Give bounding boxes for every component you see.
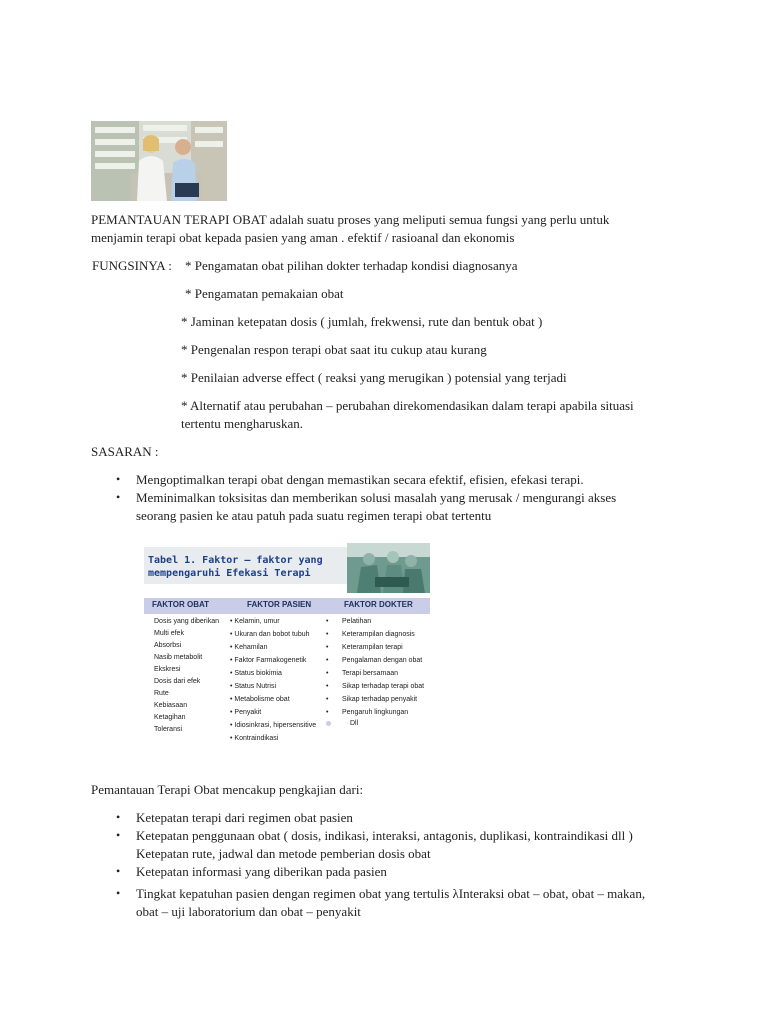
table-cell: • Idiosinkrasi, hipersensitive — [230, 722, 317, 729]
sasaran-item-cont: seorang pasien ke atau patuh pada suatu regimen terapi obat tertentu — [136, 508, 492, 523]
pharmacy-photo — [91, 121, 227, 201]
table-cell: Ekskresi — [154, 666, 181, 673]
table-cell: Ketagihan — [154, 714, 186, 721]
fungsi-item: * Pengenalan respon terapi obat saat itu cukup atau kurang — [181, 342, 487, 357]
fungsi-item: * Jaminan ketepatan dosis ( jumlah, frekwensi, rute dan bentuk obat ) — [181, 314, 543, 329]
bullet: • — [116, 828, 121, 842]
bullet: • — [116, 864, 121, 878]
table-bullet: • — [326, 644, 329, 651]
intro-line-1: PEMANTAUAN TERAPI OBAT adalah suatu proses yang meliputi semua fungsi yang perlu untuk — [91, 212, 610, 227]
fungsi-item: tertentu mengharuskan. — [181, 416, 304, 431]
table-cell: • Metabolisme obat — [230, 696, 290, 703]
table-cell: • Kelamin, umur — [230, 618, 280, 625]
table-header-cell: FAKTOR PASIEN — [247, 600, 312, 609]
table-title-line-1: Tabel 1. Faktor – faktor yang — [148, 555, 323, 566]
fungsi-item: * Penilaian adverse effect ( reaksi yang merugikan ) potensial yang terjadi — [181, 370, 567, 385]
cakupan-item-cont: obat – uji laboratorium dan obat – penyakit — [136, 904, 361, 919]
table-cell: Keterampilan diagnosis — [342, 631, 415, 638]
table-cell: Absorbsi — [154, 642, 182, 649]
table-header-row — [144, 598, 430, 614]
table-bullet: • — [326, 618, 329, 625]
table-cell: • Status biokimia — [230, 670, 282, 677]
table-cell: Nasib metabolit — [154, 654, 203, 661]
cakupan-item: Ketepatan penggunaan obat ( dosis, indikasi, interaksi, antagonis, duplikasi, kontraindikasi dll ) — [136, 828, 633, 843]
cakupan-item: Tingkat kepatuhan pasien dengan regimen obat yang tertulis λInteraksi obat – obat, obat – makan, — [136, 886, 646, 901]
bullet: • — [116, 886, 121, 900]
table-cell: • Faktor Farmakogenetik — [230, 657, 307, 664]
sasaran-heading: SASARAN : — [91, 444, 159, 459]
sasaran-item: Meminimalkan toksisitas dan memberikan solusi masalah yang merusak / mengurangi akses — [136, 490, 617, 505]
bullet: • — [116, 490, 121, 504]
table-cell: Toleransi — [154, 726, 183, 733]
table-cell: Multi efek — [154, 630, 184, 637]
table-bullet: • — [326, 696, 329, 703]
table-cell: Dosis yang diberikan — [154, 618, 219, 625]
table-cell: Sikap terhadap penyakit — [342, 696, 418, 703]
surgery-photo — [347, 543, 430, 593]
table-cell: • Kehamilan — [230, 644, 268, 651]
table-cell: Pelatihan — [342, 618, 372, 625]
table-header-cell: FAKTOR OBAT — [152, 600, 210, 609]
faktor-table — [144, 543, 430, 746]
fungsi-label: FUNGSINYA : — [92, 258, 172, 273]
table-title-box — [144, 547, 347, 584]
cakupan-item-cont: Ketepatan rute, jadwal dan metode pemberian dosis obat — [136, 846, 431, 861]
table-title-line-2: mempengaruhi Efekasi Terapi — [148, 568, 311, 579]
table-cell: • Status Nutrisi — [230, 683, 277, 690]
table-cell: • Penyakit — [230, 709, 262, 716]
fungsi-item: * Pengamatan obat pilihan dokter terhadap kondisi diagnosanya — [185, 258, 518, 273]
table-bullet-light — [326, 721, 331, 726]
table-cell: Dll — [350, 720, 359, 727]
table-bullet: • — [326, 683, 329, 690]
bullet: • — [116, 810, 121, 824]
table-bullet: • — [326, 631, 329, 638]
table-cell: • Ukuran dan bobot tubuh — [230, 631, 310, 638]
table-bullet: • — [326, 657, 329, 664]
cakupan-item: Ketepatan terapi dari regimen obat pasien — [136, 810, 353, 825]
fungsi-item: * Alternatif atau perubahan – perubahan direkomendasikan dalam terapi apabila situasi — [181, 398, 634, 413]
table-header-cell: FAKTOR DOKTER — [344, 600, 413, 609]
intro-line-2: menjamin terapi obat kepada pasien yang aman . efektif / rasioanal dan ekonomis — [91, 230, 515, 245]
table-cell: Terapi bersamaan — [342, 670, 399, 677]
table-cell: Dosis dari efek — [154, 678, 201, 685]
table-cell: Sikap terhadap terapi obat — [342, 683, 425, 690]
table-cell: Pengalaman dengan obat — [342, 657, 423, 664]
bullet: • — [116, 472, 121, 486]
fungsi-item: * Pengamatan pemakaian obat — [185, 286, 344, 301]
table-cell: Pengaruh lingkungan — [342, 709, 409, 716]
table-cell: Keterampilan terapi — [342, 644, 403, 651]
table-bullet: • — [326, 670, 329, 677]
table-cell: Rute — [154, 690, 169, 697]
sasaran-item: Mengoptimalkan terapi obat dengan memastikan secara efektif, efisien, efekasi terapi. — [136, 472, 584, 487]
cakupan-heading: Pemantauan Terapi Obat mencakup pengkajian dari: — [91, 782, 364, 797]
table-cell: • Kontraindikasi — [230, 735, 279, 742]
cakupan-item: Ketepatan informasi yang diberikan pada pasien — [136, 864, 387, 879]
table-bullet: • — [326, 709, 329, 716]
table-cell: Kebiasaan — [154, 702, 188, 709]
